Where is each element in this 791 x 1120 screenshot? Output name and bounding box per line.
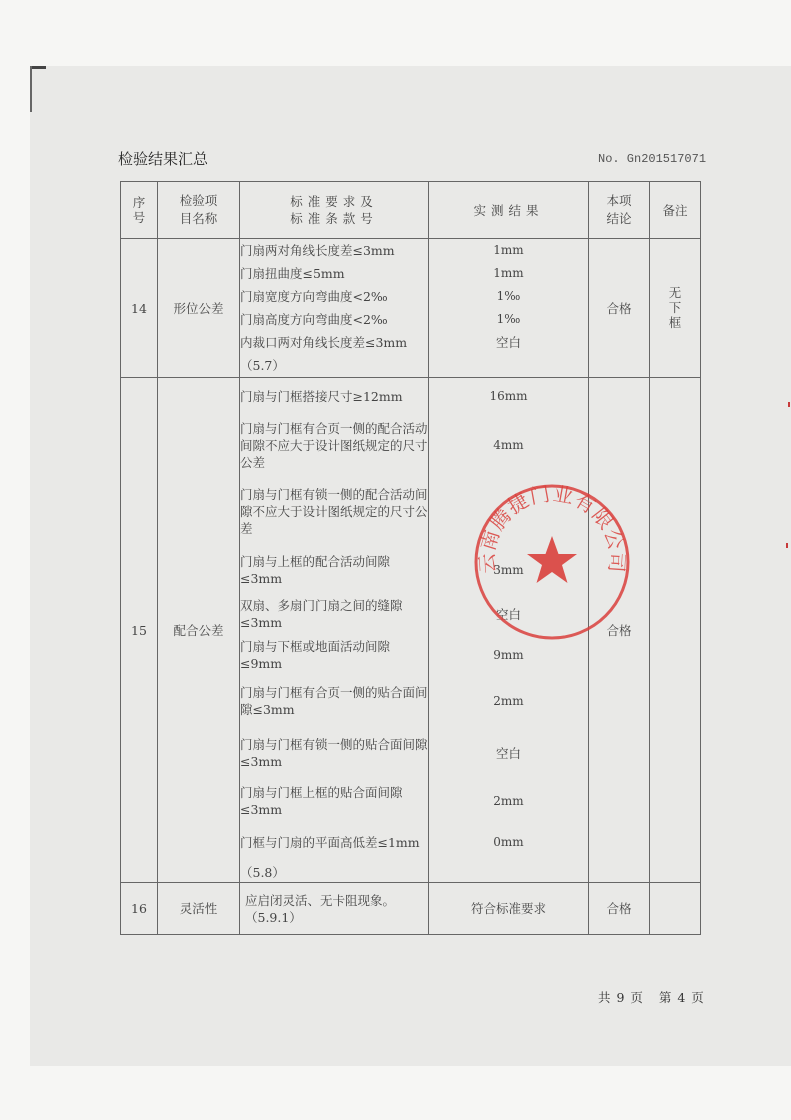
page-edge-mark-left <box>30 66 32 112</box>
document-number: No. Gn201517071 <box>598 152 707 166</box>
row-result: 符合标准要求 <box>429 883 589 935</box>
header-seq: 序号 <box>121 182 158 239</box>
std-line: 门扇高度方向弯曲度<2‰ <box>240 312 388 327</box>
result-value: 2mm <box>493 793 524 808</box>
std-line: 门扇与门框搭接尺寸≥12mm <box>240 388 403 404</box>
page-footer <box>598 988 705 1006</box>
total-pages: 共 9 页 <box>598 990 644 1005</box>
result-value: 空白 <box>495 606 521 622</box>
row-standard: 应启闭灵活、无卡阻现象。（5.9.1） <box>240 883 429 935</box>
header-item: 检验项目名称 <box>158 182 240 239</box>
row-seq: 14 <box>121 239 158 378</box>
header-conclusion: 本项结论 <box>589 182 650 239</box>
row-conclusion: 合格 <box>589 239 650 378</box>
row-conclusion: 合格 <box>589 378 650 883</box>
company-seal <box>472 482 632 642</box>
row-remark: 无下框 <box>650 239 701 378</box>
std-line: 门扇宽度方向弯曲度<2‰ <box>240 289 388 304</box>
row-remark <box>650 378 701 883</box>
row-result <box>429 239 589 378</box>
std-line: 门扇两对角线长度差≤3mm <box>240 243 395 258</box>
page-edge-mark <box>30 66 46 69</box>
row-standard <box>240 239 429 378</box>
current-page: 第 4 页 <box>658 990 705 1005</box>
page-title: 检验结果汇总 <box>118 150 209 168</box>
ink-speck <box>786 543 788 548</box>
svg-text:云南腾捷门业有限公司: 云南腾捷门业有限公司 <box>474 482 630 575</box>
std-line: 门框与门扇的平面高低差≤1mm <box>240 834 420 850</box>
row-seq: 16 <box>121 883 158 935</box>
row-standard <box>240 378 429 883</box>
row-item-name: 形位公差 <box>158 239 240 378</box>
result-value: 3mm <box>493 562 524 577</box>
table-row <box>121 883 701 935</box>
result-value: 1‰ <box>496 289 521 303</box>
result-value: 1mm <box>493 243 524 257</box>
result-value: 9mm <box>493 647 524 662</box>
result-value: 16mm <box>489 388 528 403</box>
result-value: 空白 <box>495 745 521 761</box>
header-standard: 标准要求及 标准条款号 <box>240 182 429 239</box>
header-remark: 备注 <box>650 182 701 239</box>
std-line: 门扇与门框有锁一侧的贴合面间隙≤3mm <box>240 737 428 769</box>
std-line: 门扇与上框的配合活动间隙≤3mm <box>240 554 391 586</box>
result-value: 1mm <box>493 266 524 280</box>
std-line: 门扇与门框上框的贴合面间隙≤3mm <box>240 785 403 817</box>
ink-speck <box>788 402 790 407</box>
result-value: 2mm <box>493 693 524 708</box>
std-line: 门扇与门框有合页一侧的配合活动间隙不应大于设计图纸规定的尺寸公差 <box>240 420 428 470</box>
row-remark <box>650 883 701 935</box>
std-clause: （5.8） <box>240 864 285 880</box>
row-conclusion: 合格 <box>589 883 650 935</box>
result-value: 4mm <box>493 437 524 452</box>
std-line: 内裁口两对角线长度差≤3mm <box>240 335 408 350</box>
row-item-name: 配合公差 <box>158 378 240 883</box>
std-line: 门扇与门框有合页一侧的贴合面间隙≤3mm <box>240 685 428 717</box>
result-value: 0mm <box>493 834 524 849</box>
std-line: 门扇与下框或地面活动间隙≤9mm <box>240 639 391 671</box>
row-seq: 15 <box>121 378 158 883</box>
header-result: 实测结果 <box>429 182 589 239</box>
std-line: 门扇与门框有锁一侧的配合活动间隙不应大于设计图纸规定的尺寸公差 <box>240 486 428 536</box>
result-value: 空白 <box>495 335 521 350</box>
result-value <box>429 354 588 377</box>
std-line: 双扇、多扇门门扇之间的缝隙≤3mm <box>240 598 403 630</box>
result-value <box>429 862 588 882</box>
table-header-row <box>121 182 701 239</box>
row-item-name: 灵活性 <box>158 883 240 935</box>
result-value: 1‰ <box>496 312 521 326</box>
table-row <box>121 239 701 378</box>
seal-star-icon <box>527 536 577 583</box>
std-clause: （5.7） <box>240 358 285 373</box>
std-line: 门扇扭曲度≤5mm <box>240 266 345 281</box>
